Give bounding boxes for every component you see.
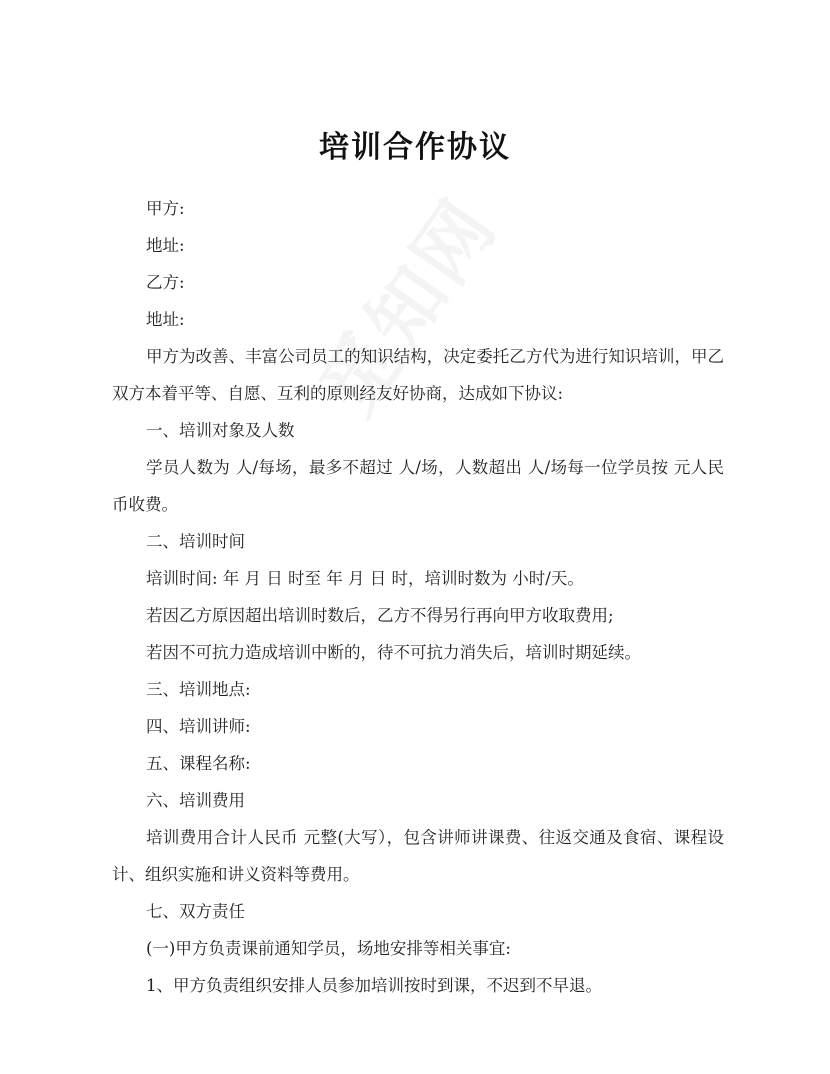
party-a-label: 甲方: (146, 199, 185, 218)
party-b-label: 乙方: (146, 273, 185, 292)
fee-paragraph: 培训费用合计人民币 元整(大写），包含讲师讲课费、往返交通及食宿、课程设计、组织实施和讲义资料等费用。 (112, 828, 724, 884)
trainee-count-paragraph: 学员人数为 人/每场，最多不超过 人/场，人数超出 人/场每一位学员按 元人民币收费。 (112, 458, 724, 514)
section-heading-3: 三、培训地点: (146, 680, 251, 699)
responsibility-a-paragraph: (一)甲方负责课前通知学员，场地安排等相关事宜: (146, 939, 511, 958)
overtime-clause: 若因乙方原因超出培训时数后，乙方不得另行再向甲方收取费用; (146, 606, 614, 625)
force-majeure-clause: 若因不可抗力造成培训中断的，待不可抗力消失后，培训时期延续。 (146, 643, 641, 662)
section-heading-1: 一、培训对象及人数 (146, 421, 295, 440)
section-heading-5: 五、课程名称: (146, 754, 251, 773)
training-time-paragraph: 培训时间: 年 月 日 时至 年 月 日 时，培训时数为 小时/天。 (146, 569, 584, 588)
document-body (112, 190, 724, 1004)
document-title: 培训合作协议 (319, 130, 511, 165)
section-heading-7: 七、双方责任 (146, 902, 245, 921)
section-heading-6: 六、培训费用 (146, 791, 245, 810)
section-heading-2: 二、培训时间 (146, 532, 245, 551)
intro-paragraph: 甲方为改善、丰富公司员工的知识结构，决定委托乙方代为进行知识培训，甲乙双方本着平等、自愿、互利的原则经友好协商，达成如下协议: (112, 347, 724, 403)
party-b-address-label: 地址: (146, 310, 185, 329)
responsibility-a-item-1: 1、甲方负责组织安排人员参加培训按时到课，不迟到不早退。 (146, 976, 602, 995)
party-a-address-label: 地址: (146, 236, 185, 255)
section-heading-4: 四、培训讲师: (146, 717, 251, 736)
